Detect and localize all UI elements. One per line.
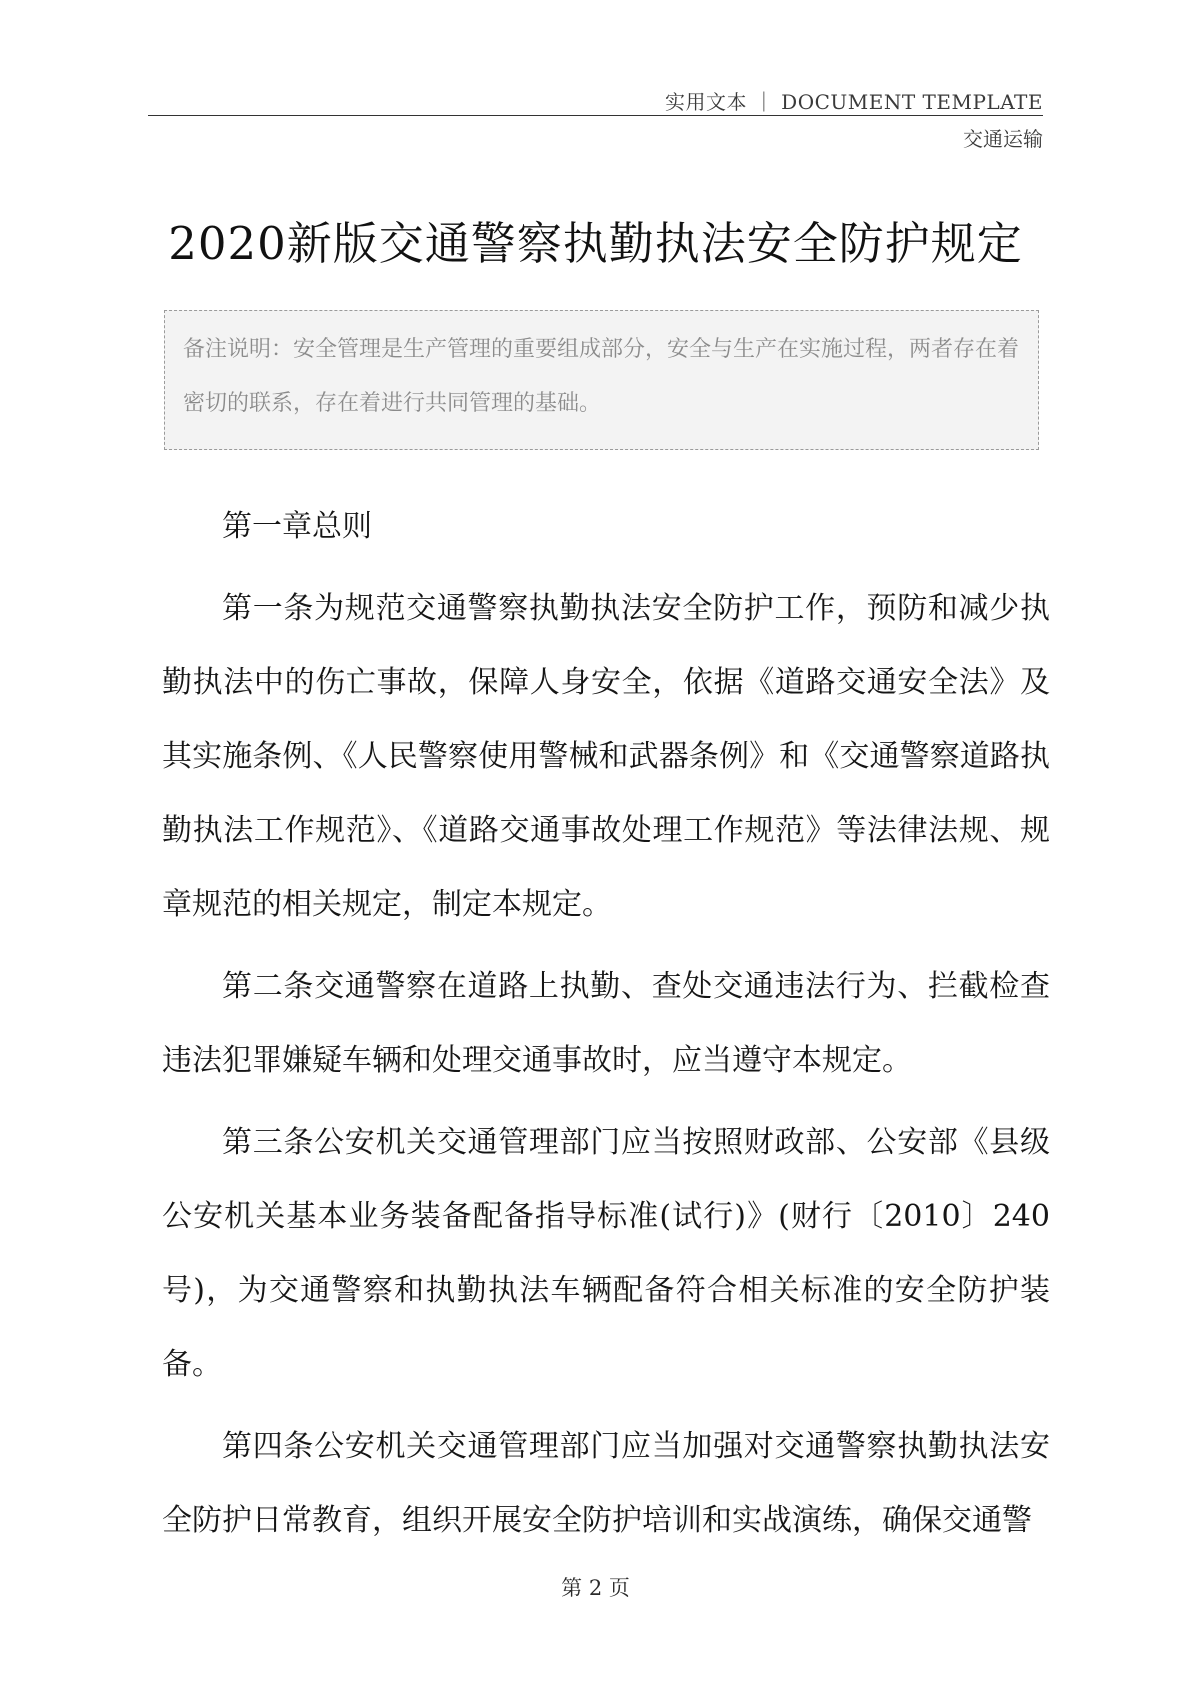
chapter-heading: 第一章总则 bbox=[222, 509, 372, 544]
article-paragraph: 第三条公安机关交通管理部门应当按照财政部、公安部《县级公安机关基本业务装备配备指导标准(试行)》(财行〔2010〕240号)，为交通警察和执勤执法车辆配备符合相关标准的安全防护装备。 bbox=[162, 1125, 1050, 1382]
article-paragraph: 第四条公安机关交通管理部门应当加强对交通警察执勤执法安全防护日常教育，组织开展安全防护培训和实战演练，确保交通警 bbox=[162, 1429, 1050, 1538]
document-title: 2020新版交通警察执勤执法安全防护规定 bbox=[168, 217, 1023, 270]
document-body bbox=[162, 490, 1050, 1558]
article-paragraph: 第二条交通警察在道路上执勤、查处交通违法行为、拦截检查违法犯罪嫌疑车辆和处理交通事故时，应当遵守本规定。 bbox=[162, 969, 1050, 1078]
header-divider bbox=[148, 115, 1043, 116]
article-paragraph: 第一条为规范交通警察执勤执法安全防护工作，预防和减少执勤执法中的伤亡事故，保障人身安全，依据《道路交通安全法》及其实施条例、《人民警察使用警械和武器条例》和《交通警察道路执勤执法工作规范》、《道路交通事故处理工作规范》等法律法规、规章规范的相关规定，制定本规定。 bbox=[162, 591, 1050, 922]
page-number: 第 2 页 bbox=[561, 1576, 630, 1600]
note-box bbox=[164, 310, 1039, 450]
header-category: 交通运输 bbox=[963, 127, 1043, 151]
header-label: 实用文本 ｜ DOCUMENT TEMPLATE bbox=[664, 90, 1043, 114]
note-text: 备注说明：安全管理是生产管理的重要组成部分，安全与生产在实施过程，两者存在着密切的联系，存在着进行共同管理的基础。 bbox=[183, 337, 1020, 416]
